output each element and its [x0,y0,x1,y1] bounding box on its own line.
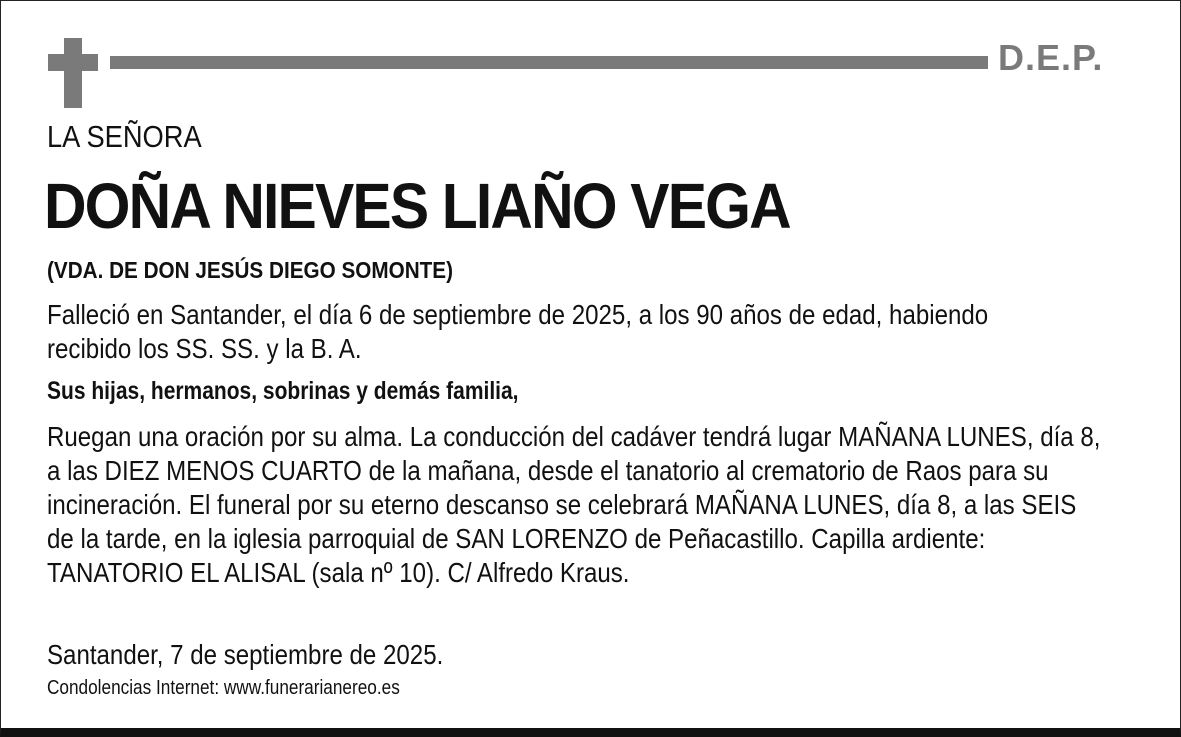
cross-horizontal-bar [48,54,98,71]
cross-vertical-bar [64,38,82,108]
place-date-line: Santander, 7 de septiembre de 2025. [47,639,444,670]
ceremony-paragraph: Ruegan una oración por su alma. La conducción del cadáver tendrá lugar MAÑANA LUNES, día 8, a las DIEZ MENOS CUARTO de la mañana, desde el tanatorio al crematorio de Raos para su incineración. El funeral por su eterno descanso se celebrará MAÑANA LUNES, día 8, a las SEIS de la tarde, en la iglesia parroquial de SAN LORENZO de Peñacastillo. Capilla ardiente: TANATORIO EL ALISAL (sala nº 10). C/ Alfredo Kraus. [47,421,1101,588]
header-rule [110,56,988,69]
dep-label: D.E.P. [998,37,1104,78]
deceased-name: DOÑA NIEVES LIAÑO VEGA [44,170,790,242]
family-line: Sus hijas, hermanos, sobrinas y demás familia, [47,377,519,405]
widow-of-line: (VDA. DE DON JESÚS DIEGO SOMONTE) [47,257,453,283]
condolences-line: Condolencias Internet: www.funerarianereo.es [47,677,400,699]
death-paragraph: Falleció en Santander, el día 6 de septiembre de 2025, a los 90 años de edad, habiendo recibido los SS. SS. y la B. A. [47,299,989,364]
intro-title: LA SEÑORA [47,119,202,154]
